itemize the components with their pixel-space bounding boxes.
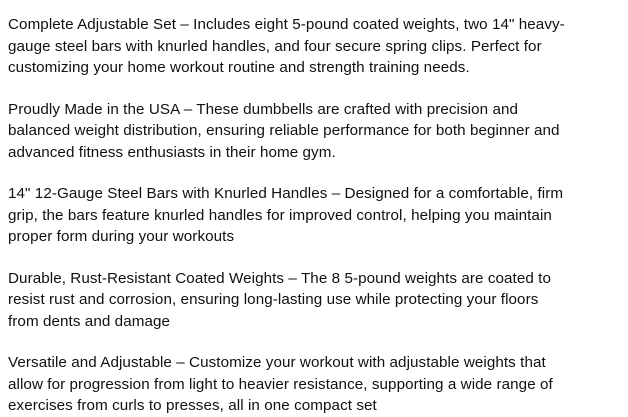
feature-bullet-complete-adjustable-set: Complete Adjustable Set – Includes eight 5-pound coated weights, two 14" heavy-gauge steel bars with knurled handles, and four secure spring clips. Perfect for customizing your home workout routine and strength training needs. bbox=[8, 16, 565, 76]
feature-bullet-versatile-and-adjustable: Versatile and Adjustable – Customize your workout with adjustable weights that allow for progression from light to heavier resistance, supporting a wide range of exercises from curls to presses, all in one compact set bbox=[8, 354, 553, 414]
feature-bullet-steel-bars-knurled-handles: 14" 12-Gauge Steel Bars with Knurled Handles – Designed for a comfortable, firm grip, the bars feature knurled handles for improved control, helping you maintain proper form during your workouts bbox=[8, 185, 564, 245]
feature-bullet-durable-rust-resistant: Durable, Rust-Resistant Coated Weights – The 8 5-pound weights are coated to resist rust and corrosion, ensuring long-lasting use while protecting your floors from dents and damage bbox=[8, 269, 551, 330]
feature-bullet-proudly-made-in-the-usa: Proudly Made in the USA – These dumbbells are crafted with precision and balanced weight distribution, ensuring reliable performance for both beginner and advanced fitness enthusiasts in their home gym. bbox=[8, 100, 560, 161]
